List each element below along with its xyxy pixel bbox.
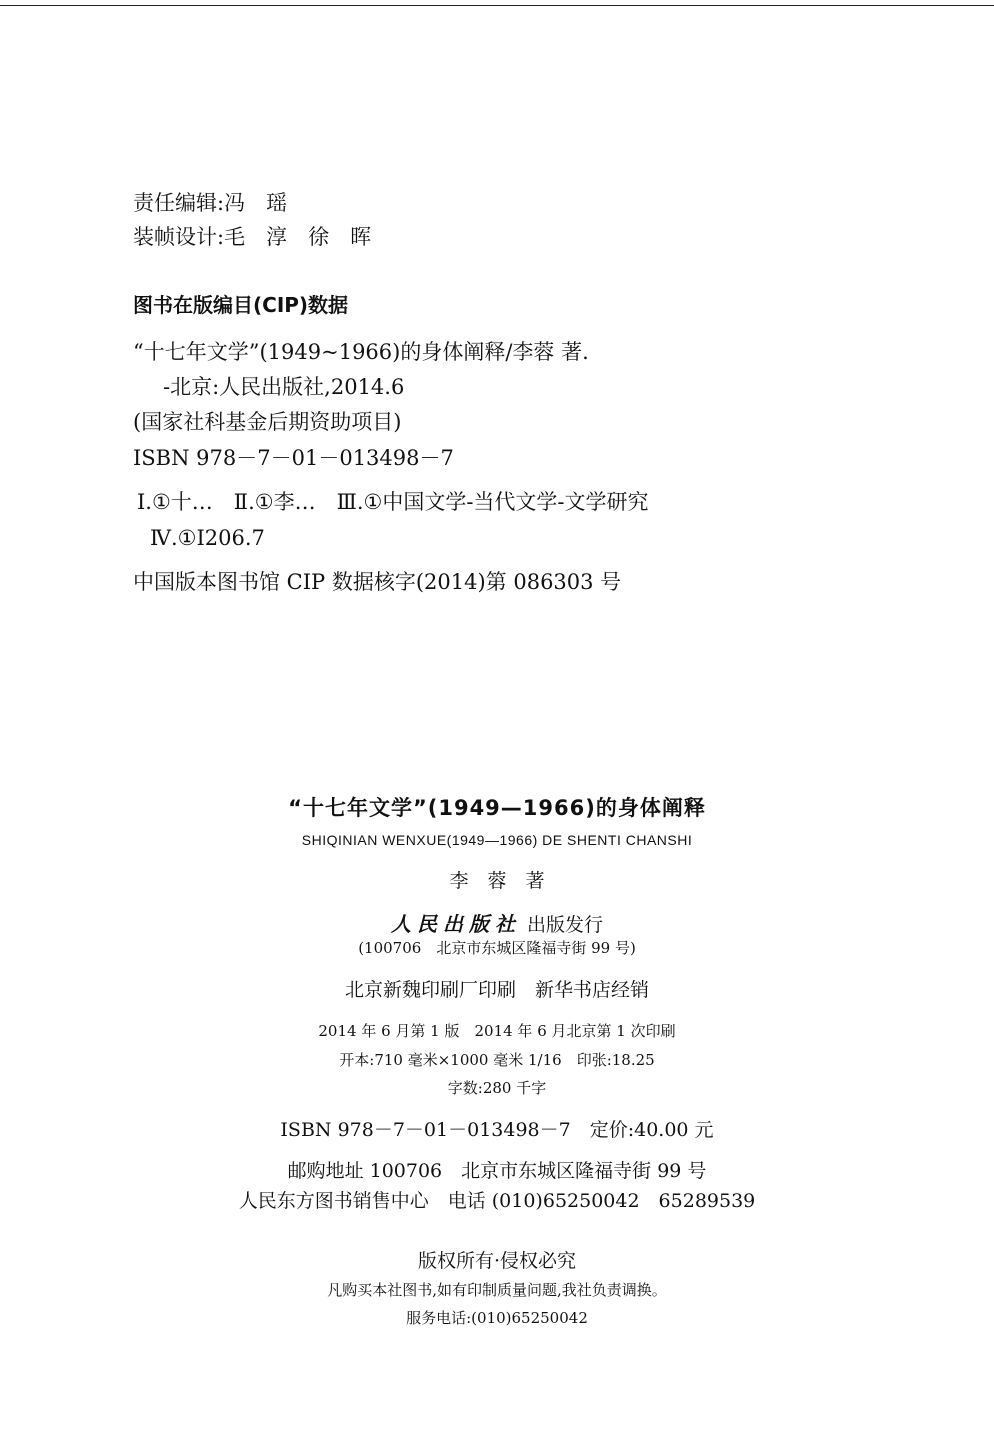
editor-credit: 责任编辑:冯 瑶 — [133, 191, 288, 215]
printing-distribution: 北京新魏印刷厂印刷 新华书店经销 — [344, 979, 649, 1001]
isbn-price: ISBN 978－7－01－013498－7 定价:40.00 元 — [280, 1119, 714, 1141]
service-phone: 服务电话:(010)65250042 — [406, 1309, 588, 1327]
cip-publisher-line: -北京:人民出版社,2014.6 — [163, 375, 405, 399]
publisher-logo: 人民出版社 — [390, 912, 521, 936]
quality-notice: 凡购买本社图书,如有印制质量问题,我社负责调换。 — [327, 1281, 667, 1299]
cip-record-number: 中国版本图书馆 CIP 数据核字(2014)第 086303 号 — [133, 570, 622, 594]
sales-center-phone: 人民东方图书销售中心 电话 (010)65250042 65289539 — [238, 1190, 756, 1212]
book-title-pinyin: SHIQINIAN WENXUE(1949—1966) DE SHENTI CHANSHI — [301, 832, 693, 848]
publisher-line — [0, 914, 994, 935]
top-border-line — [0, 5, 994, 6]
cip-heading: 图书在版编目(CIP)数据 — [133, 293, 349, 317]
cip-title-line: “十七年文学”(1949~1966)的身体阐释/李蓉 著. — [133, 340, 589, 364]
cip-classification-2: Ⅳ.①I206.7 — [150, 526, 265, 550]
copyright-notice: 版权所有·侵权必究 — [417, 1250, 577, 1272]
book-title: “十七年文学”(1949—1966)的身体阐释 — [288, 796, 706, 820]
publisher-address: (100706 北京市东城区隆福寺街 99 号) — [358, 939, 636, 957]
book-author: 李 蓉 著 — [449, 870, 545, 892]
publisher-role: 出版发行 — [527, 914, 604, 936]
word-count: 字数:280 千字 — [447, 1079, 547, 1097]
edition-info: 2014 年 6 月第 1 版 2014 年 6 月北京第 1 次印刷 — [318, 1022, 676, 1040]
cip-isbn: ISBN 978－7－01－013498－7 — [133, 446, 454, 470]
mail-order-address: 邮购地址 100706 北京市东城区隆福寺街 99 号 — [287, 1160, 707, 1182]
cip-series-line: (国家社科基金后期资助项目) — [133, 410, 402, 434]
format-info: 开本:710 毫米×1000 毫米 1/16 印张:18.25 — [339, 1051, 655, 1069]
cip-classification-1: Ⅰ.①十… Ⅱ.①李… Ⅲ.①中国文学-当代文学-文学研究 — [137, 490, 649, 514]
designer-credit: 装帧设计:毛 淳 徐 晖 — [133, 225, 372, 249]
